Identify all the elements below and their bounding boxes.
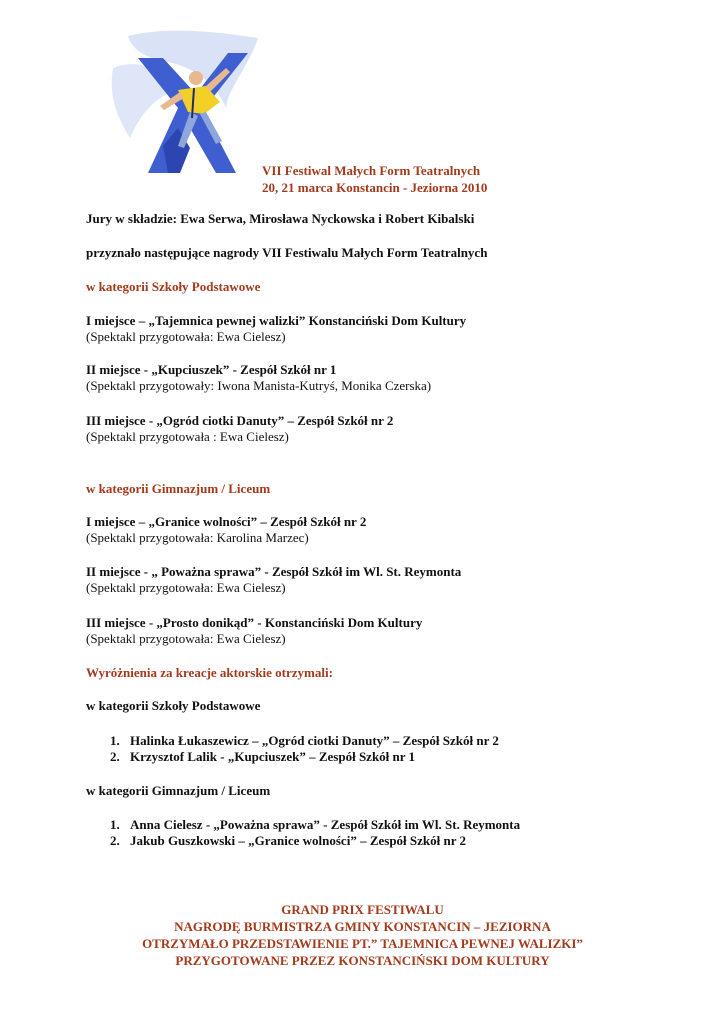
- theatre-dancer-logo: [108, 28, 268, 178]
- festival-title: VII Festiwal Małych Form Teatralnych: [262, 163, 481, 178]
- award-note: (Spektakl przygotowały: Iwona Manista-Kutryś, Monika Czerska): [86, 378, 432, 393]
- list-item: Anna Cielesz - „Poważna sprawa” - Zespół Szkół im Wl. St. Reymonta: [130, 817, 521, 832]
- distinctions-group-title: w kategorii Szkoły Podstawowe: [86, 698, 261, 713]
- award-note: (Spektakl przygotowała: Ewa Cielesz): [86, 329, 286, 344]
- award-note: (Spektakl przygotowała : Ewa Cielesz): [86, 429, 289, 444]
- list-number: 1.: [110, 817, 120, 832]
- award-note: (Spektakl przygotowała: Karolina Marzec): [86, 530, 309, 545]
- grand-prix-line: NAGRODĘ BURMISTRZA GMINY KONSTANCIN – JEZIORNA: [174, 919, 551, 934]
- festival-dates: 20, 21 marca Konstancin - Jeziorna 2010: [262, 180, 488, 195]
- list-item: Krzysztof Lalik - „Kupciuszek” – Zespół Szkół nr 1: [130, 749, 416, 764]
- section-title-primary: w kategorii Szkoły Podstawowe: [86, 279, 261, 294]
- award-note: (Spektakl przygotowała: Ewa Cielesz): [86, 631, 286, 646]
- list-number: 1.: [110, 733, 120, 748]
- list-number: 2.: [110, 749, 120, 764]
- distinctions-title: Wyróżnienia za kreacje aktorskie otrzymali:: [86, 665, 333, 680]
- award-place: I miejsce – „Granice wolności” – Zespół Szkół nr 2: [86, 514, 367, 529]
- award-place: II miejsce - „ Poważna sprawa” - Zespół Szkół im Wl. St. Reymonta: [86, 564, 462, 579]
- award-place: III miejsce - „Ogród ciotki Danuty” – Zespół Szkół nr 2: [86, 413, 394, 428]
- award-place: III miejsce - „Prosto donikąd” - Konstanciński Dom Kultury: [86, 615, 423, 630]
- jury-line: Jury w składzie: Ewa Serwa, Mirosława Nyckowska i Robert Kibalski: [86, 211, 475, 226]
- award-note: (Spektakl przygotowała: Ewa Cielesz): [86, 580, 286, 595]
- grand-prix-line: OTRZYMAŁO PRZEDSTAWIENIE PT.” TAJEMNICA PEWNEJ WALIZKI”: [142, 936, 583, 951]
- list-item: Jakub Guszkowski – „Granice wolności” – Zespół Szkół nr 2: [130, 833, 467, 848]
- list-number: 2.: [110, 833, 120, 848]
- section-title-secondary: w kategorii Gimnazjum / Liceum: [86, 481, 271, 496]
- award-place: II miejsce - „Kupciuszek” - Zespół Szkół nr 1: [86, 362, 337, 377]
- award-place: I miejsce – „Tajemnica pewnej walizki” Konstanciński Dom Kultury: [86, 313, 467, 328]
- list-item: Halinka Łukaszewicz – „Ogród ciotki Danuty” – Zespół Szkół nr 2: [130, 733, 499, 748]
- intro-line: przyznało następujące nagrody VII Festiwalu Małych Form Teatralnych: [86, 245, 488, 260]
- distinctions-group-title: w kategorii Gimnazjum / Liceum: [86, 783, 271, 798]
- grand-prix-title: GRAND PRIX FESTIWALU: [281, 902, 444, 917]
- grand-prix-line: PRZYGOTOWANE PRZEZ KONSTANCIŃSKI DOM KULTURY: [175, 953, 550, 968]
